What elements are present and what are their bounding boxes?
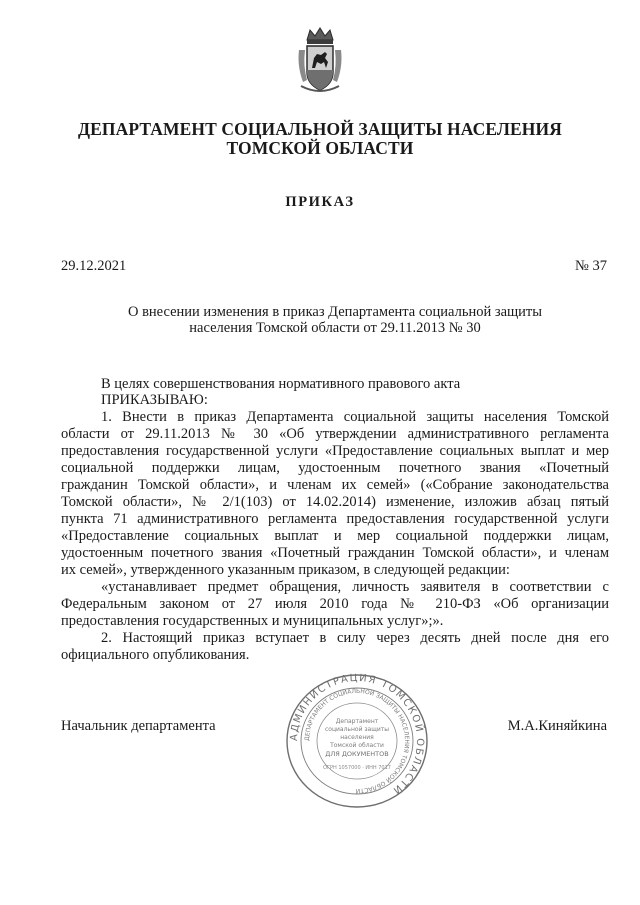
body-line: пункта 71 административного регламента предоставления государственной услуги: [61, 511, 609, 527]
body-line: гражданин Томской области», и членам их семей» («Собрание законодательства: [61, 477, 609, 493]
body-line: Томской области», № 2/1(103) от 14.02.2014) изменение, изложив абзац пятый: [61, 494, 609, 510]
body-line: удостоенным почетного звания «Почетный гражданин Томской области», и членам: [61, 545, 609, 561]
body-line: 2. Настоящий приказ вступает в силу через десять дней после дня его: [101, 630, 609, 646]
stamp-center-line: Департамент: [335, 718, 379, 725]
subject-line: О внесении изменения в приказ Департамента социальной защиты: [127, 304, 543, 320]
body-line: В целях совершенствования нормативного правового акта: [101, 376, 461, 392]
official-stamp: [282, 671, 432, 811]
stamp-center-line: социальной защиты: [324, 726, 390, 733]
order-number: № 37: [575, 258, 607, 274]
document-type-title: ПРИКАЗ: [285, 194, 355, 210]
body-line: области от 29.11.2013 № 30 «Об утверждении административного регламента: [61, 426, 609, 442]
stamp-center-line: населения: [340, 734, 374, 741]
order-date: 29.12.2021: [61, 258, 127, 274]
body-line: 1. Внести в приказ Департамента социальной защиты населения Томской: [101, 409, 609, 425]
body-line: «устанавливает предмет обращения, личность заявителя в соответствии с: [101, 579, 609, 595]
body-line: «Предоставление социальных выплат и мер социальной поддержки лицам,: [61, 528, 609, 544]
stamp-outer-text: АДМИНИСТРАЦИЯ ТОМСКОЙ ОБЛАСТИ: [288, 672, 426, 797]
signer-name: М.А.Киняйкина: [507, 718, 607, 734]
stamp-center-line: ДЛЯ ДОКУМЕНТОВ: [325, 750, 389, 758]
body-line: предоставления государственной услуги «Предоставление социальных выплат и мер: [61, 443, 609, 459]
body-line: ПРИКАЗЫВАЮ:: [101, 392, 208, 408]
coat-of-arms-icon: [295, 26, 345, 94]
body-line: их семей», утвержденного указанным приказом, в следующей редакции:: [61, 562, 510, 578]
stamp-inner-text: ДЕПАРТАМЕНТ СОЦИАЛЬНОЙ ЗАЩИТЫ НАСЕЛЕНИЯ ТОМСКОЙ ОБЛАСТИ: [303, 687, 411, 795]
signer-position: Начальник департамента: [61, 718, 216, 734]
subject-line: населения Томской области от 29.11.2013 № 30: [189, 320, 481, 336]
department-name-line-1: ДЕПАРТАМЕНТ СОЦИАЛЬНОЙ ЗАЩИТЫ НАСЕЛЕНИЯ: [78, 119, 562, 139]
body-line: официального опубликования.: [61, 647, 250, 663]
body-line: Федеральным законом от 27 июля 2010 года № 210-ФЗ «Об организации: [61, 596, 609, 612]
stamp-center-line: Томской области: [330, 742, 384, 749]
department-name-line-2: ТОМСКОЙ ОБЛАСТИ: [226, 138, 414, 158]
body-line: предоставления государственных и муниципальных услуг»;».: [61, 613, 444, 629]
body-line: социальной поддержки лицам, удостоенным почетного звания «Почетный: [61, 460, 609, 476]
stamp-bottom-text: ОГРН 1057000 · ИНН 7017: [323, 765, 391, 771]
